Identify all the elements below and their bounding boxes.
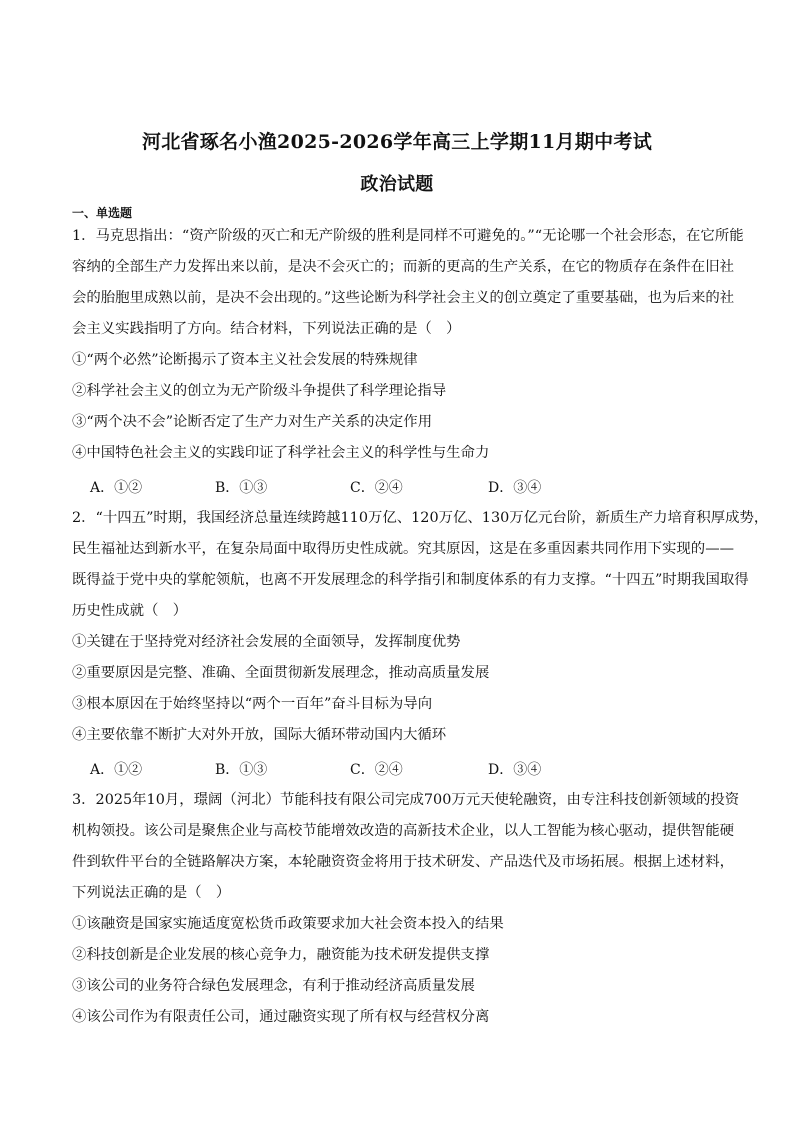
option-c: C．②④ [350, 762, 403, 778]
exam-title: 河北省琢名小渔2025-2026学年高三上学期11月期中考试 [141, 131, 653, 153]
option-a: A．①② [90, 762, 143, 778]
option-c: C．②④ [350, 480, 403, 496]
question-1-stem-line: 容纳的全部生产力发挥出来以前，是决不会灭亡的；而新的更高的生产关系，在它的物质存在条件在旧社 [72, 259, 734, 275]
option-a: A．①② [90, 480, 143, 496]
question-2-statement: ④主要依靠不断扩大对外开放，国际大循环带动国内大循环 [72, 727, 447, 743]
question-1-stem-line: 1．马克思指出：“资产阶级的灭亡和无产阶级的胜利是同样不可避免的。”“无论哪一个社会形态，在它所能 [72, 228, 744, 244]
question-3-statement: ④该公司作为有限责任公司，通过融资实现了所有权与经营权分离 [72, 1009, 490, 1025]
option-d: D．③④ [488, 480, 542, 496]
question-2-statement: ①关键在于坚持党对经济社会发展的全面领导，发挥制度优势 [72, 634, 461, 650]
option-b: B．①③ [215, 762, 268, 778]
exam-subject-title: 政治试题 [360, 174, 434, 195]
question-2-stem-line: 历史性成就（ ） [72, 603, 188, 619]
question-3-statement: ③该公司的业务符合绿色发展理念，有利于推动经济高质量发展 [72, 978, 475, 994]
question-1-stem-line: 会主义实践指明了方向。结合材料，下列说法正确的是（ ） [72, 321, 461, 337]
question-2-statement: ③根本原因在于始终坚持以“两个一百年”奋斗目标为导向 [72, 696, 433, 712]
question-3-stem-line: 机构领投。该公司是聚焦企业与高校节能增效改造的高新技术企业，以人工智能为核心驱动，提供智能硬 [72, 823, 734, 839]
question-3-stem-line: 下列说法正确的是（ ） [72, 885, 231, 901]
question-3-statement: ①该融资是国家实施适度宽松货币政策要求加大社会资本投入的结果 [72, 916, 504, 932]
question-2-statement: ②重要原因是完整、准确、全面贯彻新发展理念，推动高质量发展 [72, 665, 490, 681]
question-2-stem-line: 2．“十四五”时期，我国经济总量连续跨越110万亿、120万亿、130万亿元台阶，新质生产力培育积厚成势， [72, 510, 769, 526]
question-2-stem-line: 民生福祉达到新水平，在复杂局面中取得历史性成就。究其原因，这是在多重因素共同作用下实现的—— [72, 541, 734, 557]
question-1-stem-line: 会的胎胞里成熟以前，是决不会出现的。”这些论断为科学社会主义的创立奠定了重要基础，也为后来的社 [72, 290, 735, 306]
question-1-statement: ②科学社会主义的创立为无产阶级斗争提供了科学理论指导 [72, 383, 447, 399]
option-d: D．③④ [488, 762, 542, 778]
question-3-stem-line: 3．2025年10月，璟阔（河北）节能科技有限公司完成700万元天使轮融资，由专注科技创新领域的投资 [72, 792, 740, 808]
question-1-statement: ③“两个决不会”论断否定了生产力对生产关系的决定作用 [72, 414, 433, 430]
question-1-statement: ①“两个必然”论断揭示了资本主义社会发展的特殊规律 [72, 352, 418, 368]
section-heading: 一、单选题 [72, 206, 133, 220]
question-1-statement: ④中国特色社会主义的实践印证了科学社会主义的科学性与生命力 [72, 445, 490, 461]
option-b: B．①③ [215, 480, 268, 496]
question-3-statement: ②科技创新是企业发展的核心竞争力，融资能为技术研发提供支撑 [72, 947, 490, 963]
question-2-stem-line: 既得益于党中央的掌舵领航，也离不开发展理念的科学指引和制度体系的有力支撑。“十四五”时期我国取得 [72, 572, 749, 588]
question-3-stem-line: 件到软件平台的全链路解决方案，本轮融资资金将用于技术研发、产品迭代及市场拓展。根据上述材料， [72, 854, 734, 870]
